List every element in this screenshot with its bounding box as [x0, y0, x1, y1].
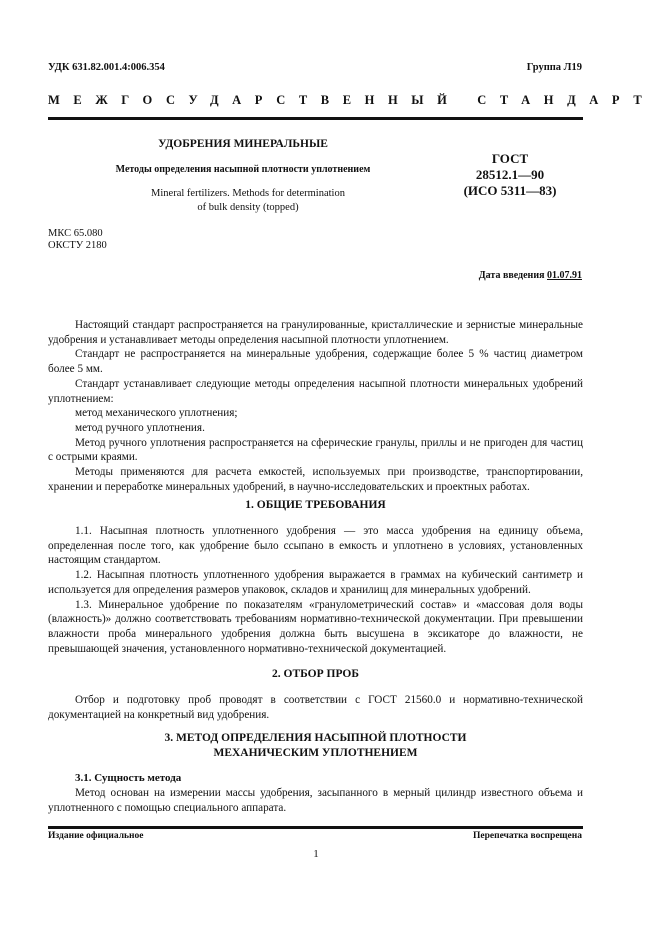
gost-code: 28512.1—90: [475, 167, 545, 182]
reprint-prohibited-label: Перепечатка воспрещена: [472, 831, 582, 841]
standard-banner: МЕЖГОСУДАРСТВЕННЫЙ СТАНДАРТ: [48, 93, 656, 107]
intro-para: метод ручного уплотнения.: [75, 421, 205, 434]
okstu-code: ОКСТУ 2180: [48, 240, 107, 251]
gost-number: [430, 151, 590, 199]
mks-code: МКС 65.080: [48, 228, 103, 239]
intro-text: [48, 318, 583, 494]
section-1-para: 1.2. Насыпная плотность уплотненного удобрения выражается в граммах на кубический сантиметр и используется для определения размеров упаковок, складов и хранилищ для минеральных удобрений.: [48, 569, 583, 596]
top-rule: [48, 117, 583, 120]
section-1-para: 1.3. Минеральное удобрение по показателям «гранулометрический состав» и «массовая доля воды (влажность)» должно соответствовать требованиям нормативно-технической документации. При превышении влажности проба минерального удобрения должна быть высушена в эксикаторе до влажности, не превышающей значения, установленного нормативно-технической документацией.: [48, 598, 583, 655]
intro-para: Стандарт не распространяется на минеральные удобрения, содержащие более 5 % частиц диаметром более 5 мм.: [48, 348, 583, 376]
gost-label: ГОСТ: [491, 151, 529, 166]
intro-para: метод механического уплотнения;: [75, 407, 238, 420]
official-edition-label: Издание официальное: [48, 831, 144, 841]
introduction-date: [479, 270, 582, 281]
english-title: [128, 187, 368, 215]
subsection-3-1-title: 3.1. Сущность метода: [75, 772, 182, 784]
intro-para: Стандарт устанавливает следующие методы определения насыпной плотности минеральных удобрений уплотнением:: [48, 377, 583, 405]
classification-codes: [48, 228, 107, 252]
english-title-line-2: of bulk density (topped): [197, 202, 299, 213]
section-3-title: [48, 731, 583, 760]
document-title: УДОБРЕНИЯ МИНЕРАЛЬНЫЕ: [158, 138, 328, 150]
group-code: Группа Л19: [526, 62, 582, 73]
intro-para: Методы применяются для расчета емкостей, используемых при производстве, транспортировании, хранении и переработке минеральных удобрений, в научно-исследовательских и проектных работах.: [48, 466, 583, 493]
intro-para: Метод ручного уплотнения распространяется на сферические гранулы, приллы и не пригоден для частиц с острыми краями.: [48, 436, 583, 464]
date-value: 01.07.91: [547, 270, 582, 281]
udk-code: УДК 631.82.001.4:006.354: [48, 62, 165, 73]
section-3-title-line-1: 3. МЕТОД ОПРЕДЕЛЕНИЯ НАСЫПНОЙ ПЛОТНОСТИ: [164, 732, 467, 744]
date-label: Дата введения: [478, 270, 547, 281]
english-title-line-1: Mineral fertilizers. Methods for determination: [151, 188, 345, 199]
section-2-title: 2. ОТБОР ПРОБ: [272, 668, 359, 680]
bottom-rule: [48, 826, 583, 829]
section-3-text: [48, 786, 583, 815]
section-3-title-line-2: МЕХАНИЧЕСКИМ УПЛОТНЕНИЕМ: [213, 746, 418, 759]
iso-code: (ИСО 5311—83): [463, 183, 557, 198]
section-2-para: Отбор и подготовку проб проводят в соответствии с ГОСТ 21560.0 и нормативно-технической документацией на конкретный вид удобрения.: [48, 694, 583, 721]
section-1-text: [48, 524, 583, 656]
section-3-para: Метод основан на измерении массы удобрения, засыпанного в мерный цилиндр известного объема и уплотненного с помощью специального аппарата.: [48, 787, 583, 814]
page-number: 1: [313, 848, 319, 860]
intro-para: Настоящий стандарт распространяется на гранулированные, кристаллические и зернистые минеральные удобрения и устанавливает методы определения насыпной плотности уплотнением.: [48, 319, 583, 346]
section-2-text: [48, 693, 583, 722]
section-1-title: 1. ОБЩИЕ ТРЕБОВАНИЯ: [245, 499, 386, 511]
document-subtitle: Методы определения насыпной плотности уплотнением: [115, 164, 371, 175]
section-1-para: 1.1. Насыпная плотность уплотненного удобрения — это масса удобрения на единицу объема, определенная после того, как удобрение было ссыпано в емкость и уплотнено в условиях, установленных настоящим стандартом.: [48, 525, 583, 567]
